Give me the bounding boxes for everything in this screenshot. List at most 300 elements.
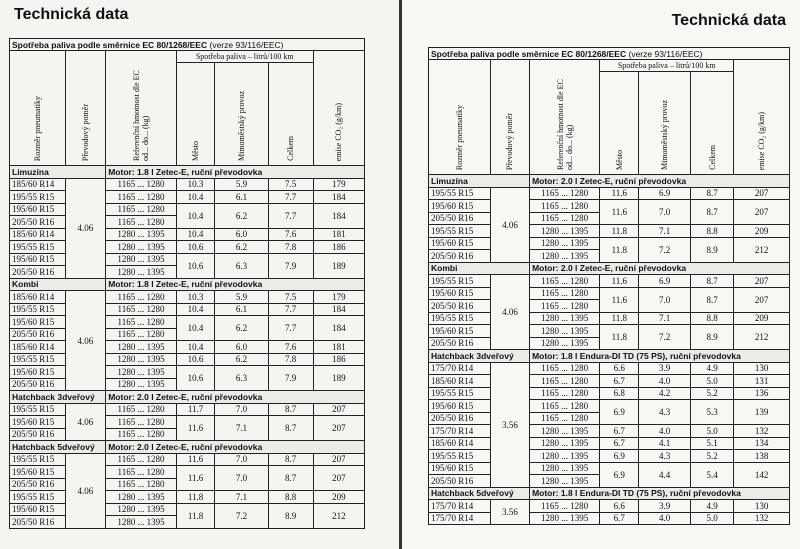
total-value-cell: 5.0 <box>690 375 733 388</box>
city-value-cell: 11.6 <box>600 275 639 288</box>
total-value-cell: 5.3 <box>690 400 733 425</box>
rural-value-cell: 4.1 <box>639 437 691 450</box>
page-title: Technická data <box>671 12 786 29</box>
rural-value-cell: 6.9 <box>639 187 691 200</box>
co2-value-cell: 186 <box>313 241 364 254</box>
section-header-row <box>10 166 365 179</box>
weight-cell: 1280 ... 1395 <box>530 437 600 450</box>
caption-main: Spotřeba paliva podle směrnice EC 80/1268/EEC <box>12 39 208 50</box>
city-value-cell: 10.6 <box>176 253 214 278</box>
extra-urban-header <box>215 63 268 166</box>
total-value-cell: 8.7 <box>690 287 733 312</box>
rural-value-cell: 6.3 <box>215 366 268 391</box>
gear-ratio-cell: 4.06 <box>65 403 106 441</box>
city-value-cell: 6.7 <box>600 437 639 450</box>
city-header <box>600 72 639 175</box>
co2-value-cell: 189 <box>313 366 364 391</box>
combined-header <box>268 63 313 166</box>
table-row <box>10 228 365 241</box>
table-row <box>10 303 365 316</box>
co2-value-cell: 212 <box>734 325 790 350</box>
gear-ratio-cell: 4.06 <box>65 178 106 278</box>
city-value-cell: 11.6 <box>176 453 214 466</box>
co2-value-cell: 207 <box>313 403 364 416</box>
tyre-size-cell: 185/60 R14 <box>10 178 66 191</box>
weight-cell: 1165 ... 1280 <box>106 216 177 229</box>
engine-label: Motor: 1.8 l Zetec-E, ruční převodovka <box>106 166 365 179</box>
weight-cell: 1280 ... 1395 <box>106 366 177 379</box>
total-value-cell: 8.7 <box>268 466 313 491</box>
section-header-row <box>429 175 790 188</box>
city-value-cell: 11.6 <box>600 187 639 200</box>
reference-weight-header-label: Referenční hmotnost dle EC od... do... (kg) <box>555 79 574 170</box>
gear-ratio-cell: 3.56 <box>490 362 529 487</box>
reference-weight-header-label: Referenční hmotnost dle EC od... do... (kg) <box>132 70 150 161</box>
weight-cell: 1165 ... 1280 <box>530 500 600 513</box>
weight-cell: 1280 ... 1395 <box>530 237 600 250</box>
table-row <box>429 400 790 413</box>
table-row <box>10 178 365 191</box>
table-row <box>429 362 790 375</box>
weight-cell: 1165 ... 1280 <box>530 387 600 400</box>
weight-cell: 1165 ... 1280 <box>106 203 177 216</box>
city-value-cell: 10.6 <box>176 353 214 366</box>
table-row <box>10 316 365 329</box>
city-header-label: Město <box>191 141 201 161</box>
table-row <box>429 450 790 463</box>
city-value-cell: 10.3 <box>176 178 214 191</box>
city-header <box>176 63 214 166</box>
table-row <box>10 416 365 429</box>
table-row <box>10 491 365 504</box>
table-caption <box>10 39 365 51</box>
gear-ratio-cell: 3.56 <box>490 500 529 525</box>
gear-ratio-header-label: Převodový poměr <box>80 103 90 161</box>
city-value-cell: 10.4 <box>176 303 214 316</box>
total-value-cell: 8.9 <box>690 325 733 350</box>
city-value-cell: 6.6 <box>600 362 639 375</box>
rural-value-cell: 7.0 <box>215 403 268 416</box>
co2-value-cell: 179 <box>313 178 364 191</box>
rural-value-cell: 6.0 <box>215 228 268 241</box>
weight-cell: 1280 ... 1395 <box>530 250 600 263</box>
city-value-cell: 6.8 <box>600 387 639 400</box>
co2-value-cell: 207 <box>734 287 790 312</box>
weight-cell: 1280 ... 1395 <box>530 512 600 525</box>
weight-cell: 1280 ... 1395 <box>530 337 600 350</box>
page-title: Technická data <box>14 6 129 23</box>
co2-value-cell: 184 <box>313 316 364 341</box>
city-value-cell: 6.7 <box>600 512 639 525</box>
co2-emissions-header <box>313 51 364 166</box>
rural-value-cell: 7.2 <box>639 325 691 350</box>
total-value-cell: 7.8 <box>268 241 313 254</box>
rural-value-cell: 7.0 <box>639 287 691 312</box>
tyre-size-cell: 205/50 R16 <box>10 478 66 491</box>
table-row <box>10 503 365 516</box>
city-value-cell: 10.4 <box>176 203 214 228</box>
tyre-size-cell: 205/50 R16 <box>429 475 491 488</box>
rural-value-cell: 3.9 <box>639 500 691 513</box>
city-value-cell: 6.9 <box>600 400 639 425</box>
table-row <box>10 253 365 266</box>
table-row <box>429 287 790 300</box>
weight-cell: 1165 ... 1280 <box>530 300 600 313</box>
tyre-size-cell: 195/55 R15 <box>10 241 66 254</box>
co2-value-cell: 207 <box>313 416 364 441</box>
co2-value-cell: 142 <box>734 462 790 487</box>
table-row <box>429 425 790 438</box>
tyre-size-cell: 195/55 R15 <box>10 191 66 204</box>
co2-value-cell: 207 <box>734 275 790 288</box>
weight-cell: 1165 ... 1280 <box>106 453 177 466</box>
weight-cell: 1165 ... 1280 <box>106 191 177 204</box>
table-row <box>429 512 790 525</box>
engine-label: Motor: 1.8 l Endura-DI TD (75 PS), ruční převodovka <box>530 350 790 363</box>
total-value-cell: 7.5 <box>268 291 313 304</box>
rural-value-cell: 7.2 <box>215 503 268 528</box>
tyre-size-cell: 195/55 R15 <box>10 353 66 366</box>
tyre-size-cell: 205/50 R16 <box>429 250 491 263</box>
table-row <box>429 325 790 338</box>
weight-cell: 1280 ... 1395 <box>106 241 177 254</box>
extra-urban-header-label: Mimoměstský provoz <box>236 91 246 161</box>
tyre-size-header <box>10 51 66 166</box>
tyre-size-cell: 205/50 R16 <box>429 337 491 350</box>
caption-main: Spotřeba paliva podle směrnice EC 80/1268/EEC <box>431 48 627 59</box>
weight-cell: 1280 ... 1395 <box>106 266 177 279</box>
tyre-size-cell: 195/55 R15 <box>429 187 491 200</box>
city-value-cell: 10.3 <box>176 291 214 304</box>
total-value-cell: 5.4 <box>690 462 733 487</box>
weight-cell: 1165 ... 1280 <box>530 275 600 288</box>
city-value-cell: 6.7 <box>600 375 639 388</box>
weight-cell: 1165 ... 1280 <box>106 316 177 329</box>
city-value-cell: 11.8 <box>176 503 214 528</box>
tyre-size-cell: 195/55 R15 <box>429 225 491 238</box>
city-value-cell: 10.4 <box>176 191 214 204</box>
table-row <box>429 200 790 213</box>
co2-value-cell: 132 <box>734 512 790 525</box>
table-row <box>10 341 365 354</box>
co2-value-cell: 131 <box>734 375 790 388</box>
tyre-size-cell: 195/60 R15 <box>10 203 66 216</box>
tyre-size-cell: 185/60 R14 <box>10 228 66 241</box>
co2-value-cell: 212 <box>734 237 790 262</box>
total-value-cell: 5.0 <box>690 425 733 438</box>
weight-cell: 1165 ... 1280 <box>530 412 600 425</box>
weight-cell: 1280 ... 1395 <box>106 228 177 241</box>
tyre-size-cell: 195/55 R15 <box>429 312 491 325</box>
weight-cell: 1165 ... 1280 <box>530 400 600 413</box>
body-style-label: Hatchback 3dveřový <box>10 391 106 404</box>
weight-cell: 1280 ... 1395 <box>106 378 177 391</box>
body-style-label: Hatchback 5dveřový <box>429 487 530 500</box>
table-caption <box>429 48 790 60</box>
city-value-cell: 10.4 <box>176 316 214 341</box>
co2-value-cell: 212 <box>313 503 364 528</box>
weight-cell: 1280 ... 1395 <box>530 475 600 488</box>
tyre-size-cell: 195/60 R15 <box>10 416 66 429</box>
total-value-cell: 8.7 <box>268 416 313 441</box>
total-value-cell: 7.7 <box>268 191 313 204</box>
total-value-cell: 7.5 <box>268 178 313 191</box>
city-value-cell: 11.8 <box>600 237 639 262</box>
table-row <box>429 437 790 450</box>
tyre-size-cell: 195/55 R15 <box>429 387 491 400</box>
tyre-size-cell: 205/50 R16 <box>10 516 66 529</box>
tyre-size-cell: 185/60 R14 <box>10 341 66 354</box>
co2-value-cell: 207 <box>313 453 364 466</box>
table-row <box>10 453 365 466</box>
weight-cell: 1280 ... 1395 <box>106 341 177 354</box>
rural-value-cell: 4.4 <box>639 462 691 487</box>
header-row <box>429 60 790 72</box>
tyre-size-cell: 195/55 R15 <box>429 450 491 463</box>
weight-cell: 1280 ... 1395 <box>106 353 177 366</box>
rural-value-cell: 4.0 <box>639 425 691 438</box>
city-value-cell: 11.8 <box>600 325 639 350</box>
rural-value-cell: 6.1 <box>215 191 268 204</box>
table-row <box>429 237 790 250</box>
table-row <box>10 203 365 216</box>
total-value-cell: 7.7 <box>268 203 313 228</box>
rural-value-cell: 6.3 <box>215 253 268 278</box>
total-value-cell: 8.8 <box>268 491 313 504</box>
weight-cell: 1280 ... 1395 <box>106 516 177 529</box>
weight-cell: 1165 ... 1280 <box>106 328 177 341</box>
rural-value-cell: 7.2 <box>639 237 691 262</box>
co2-value-cell: 130 <box>734 500 790 513</box>
city-value-cell: 11.7 <box>176 403 214 416</box>
rural-value-cell: 7.1 <box>215 491 268 504</box>
co2-value-cell: 184 <box>313 191 364 204</box>
weight-cell: 1165 ... 1280 <box>106 178 177 191</box>
tyre-size-cell: 195/60 R15 <box>10 503 66 516</box>
rural-value-cell: 4.0 <box>639 375 691 388</box>
tyre-size-cell: 205/50 R16 <box>10 266 66 279</box>
city-value-cell: 6.7 <box>600 425 639 438</box>
city-value-cell: 10.6 <box>176 241 214 254</box>
gear-ratio-header <box>490 60 529 175</box>
gear-ratio-cell: 4.06 <box>65 291 106 391</box>
tyre-size-cell: 195/55 R15 <box>10 453 66 466</box>
weight-cell: 1280 ... 1395 <box>530 425 600 438</box>
rural-value-cell: 6.1 <box>215 303 268 316</box>
rural-value-cell: 7.1 <box>215 416 268 441</box>
rural-value-cell: 7.0 <box>215 466 268 491</box>
total-value-cell: 8.8 <box>690 312 733 325</box>
rural-value-cell: 4.0 <box>639 512 691 525</box>
co2-value-cell: 209 <box>734 312 790 325</box>
tyre-size-cell: 195/55 R15 <box>429 275 491 288</box>
rural-value-cell: 6.2 <box>215 353 268 366</box>
rural-value-cell: 7.0 <box>215 453 268 466</box>
co2-value-cell: 184 <box>313 303 364 316</box>
total-value-cell: 8.7 <box>690 200 733 225</box>
city-value-cell: 6.6 <box>600 500 639 513</box>
reference-weight-header <box>106 51 177 166</box>
rural-value-cell: 6.2 <box>215 203 268 228</box>
co2-value-cell: 179 <box>313 291 364 304</box>
city-value-cell: 11.8 <box>600 225 639 238</box>
rural-value-cell: 6.2 <box>215 316 268 341</box>
engine-label: Motor: 2.0 l Zetec-E, ruční převodovka <box>106 391 365 404</box>
total-value-cell: 8.9 <box>690 237 733 262</box>
co2-value-cell: 209 <box>734 225 790 238</box>
extra-urban-header <box>639 72 691 175</box>
total-value-cell: 5.0 <box>690 512 733 525</box>
section-header-row <box>10 441 365 454</box>
total-value-cell: 4.9 <box>690 500 733 513</box>
table-row <box>429 500 790 513</box>
gear-ratio-header-label: Převodový poměr <box>505 112 515 170</box>
rural-value-cell: 7.1 <box>639 312 691 325</box>
reference-weight-header <box>530 60 600 175</box>
gear-ratio-cell: 4.06 <box>490 275 529 350</box>
body-style-label: Hatchback 5dveřový <box>10 441 106 454</box>
fuel-consumption-table <box>428 47 790 525</box>
tyre-size-cell: 205/50 R16 <box>429 412 491 425</box>
tyre-size-cell: 185/60 R14 <box>429 375 491 388</box>
table-row <box>10 366 365 379</box>
total-value-cell: 7.7 <box>268 303 313 316</box>
total-value-cell: 5.2 <box>690 450 733 463</box>
total-value-cell: 4.9 <box>690 362 733 375</box>
total-value-cell: 8.7 <box>268 403 313 416</box>
weight-cell: 1165 ... 1280 <box>106 416 177 429</box>
total-value-cell: 7.9 <box>268 366 313 391</box>
tyre-size-cell: 205/50 R16 <box>429 300 491 313</box>
weight-cell: 1165 ... 1280 <box>106 428 177 441</box>
tyre-size-cell: 195/55 R15 <box>10 491 66 504</box>
co2-value-cell: 136 <box>734 387 790 400</box>
table-row <box>429 387 790 400</box>
tyre-size-cell: 195/60 R15 <box>429 400 491 413</box>
body-style-label: Limuzína <box>10 166 106 179</box>
gear-ratio-cell: 4.06 <box>490 187 529 262</box>
tyre-size-cell: 195/60 R15 <box>10 466 66 479</box>
total-value-cell: 5.1 <box>690 437 733 450</box>
combined-header <box>690 72 733 175</box>
tyre-size-cell: 175/70 R14 <box>429 512 491 525</box>
co2-value-cell: 181 <box>313 341 364 354</box>
tyre-size-cell: 195/60 R15 <box>429 325 491 338</box>
co2-value-cell: 132 <box>734 425 790 438</box>
weight-cell: 1280 ... 1395 <box>530 450 600 463</box>
caption-version: (verze 93/116/EEC) <box>626 48 703 59</box>
tyre-size-cell: 185/60 R14 <box>429 437 491 450</box>
body-style-label: Hatchback 3dveřový <box>429 350 530 363</box>
section-header-row <box>429 350 790 363</box>
table-row <box>429 375 790 388</box>
section-header-row <box>429 262 790 275</box>
combined-header-label: Celkem <box>286 136 296 161</box>
co2-emissions-header <box>734 60 790 175</box>
table-row <box>10 466 365 479</box>
total-value-cell: 5.2 <box>690 387 733 400</box>
weight-cell: 1165 ... 1280 <box>106 303 177 316</box>
city-value-cell: 10.4 <box>176 341 214 354</box>
total-value-cell: 7.6 <box>268 228 313 241</box>
tyre-size-cell: 195/60 R15 <box>429 287 491 300</box>
weight-cell: 1280 ... 1395 <box>530 312 600 325</box>
rural-value-cell: 6.2 <box>215 241 268 254</box>
rural-value-cell: 3.9 <box>639 362 691 375</box>
tyre-size-cell: 195/60 R15 <box>10 316 66 329</box>
co2-value-cell: 134 <box>734 437 790 450</box>
body-style-label: Limuzína <box>429 175 530 188</box>
rural-value-cell: 7.1 <box>639 225 691 238</box>
left-page <box>0 0 399 549</box>
weight-cell: 1165 ... 1280 <box>530 212 600 225</box>
table-row <box>429 187 790 200</box>
rural-value-cell: 4.3 <box>639 450 691 463</box>
total-value-cell: 7.8 <box>268 353 313 366</box>
tyre-size-cell: 195/55 R15 <box>10 303 66 316</box>
weight-cell: 1165 ... 1280 <box>530 200 600 213</box>
city-value-cell: 11.6 <box>176 466 214 491</box>
tyre-size-cell: 195/60 R15 <box>10 366 66 379</box>
tyre-size-cell: 205/50 R16 <box>10 378 66 391</box>
consumption-header: Spotřeba paliva – litrů/100 km <box>600 60 734 72</box>
section-header-row <box>10 391 365 404</box>
tyre-size-cell: 205/50 R16 <box>10 328 66 341</box>
gear-ratio-header <box>65 51 106 166</box>
weight-cell: 1280 ... 1395 <box>530 462 600 475</box>
city-value-cell: 6.9 <box>600 450 639 463</box>
weight-cell: 1280 ... 1395 <box>106 491 177 504</box>
fuel-consumption-table <box>9 38 365 529</box>
caption-row <box>10 39 365 51</box>
tyre-size-cell: 205/50 R16 <box>10 216 66 229</box>
table-row <box>10 403 365 416</box>
weight-cell: 1165 ... 1280 <box>106 291 177 304</box>
tyre-size-cell: 195/60 R15 <box>429 237 491 250</box>
weight-cell: 1280 ... 1395 <box>530 225 600 238</box>
tyre-size-cell: 195/60 R15 <box>10 253 66 266</box>
engine-label: Motor: 2.0 l Zetec-E, ruční převodovka <box>530 262 790 275</box>
caption-row <box>429 48 790 60</box>
engine-label: Motor: 2.0 l Zetec-E, ruční převodovka <box>530 175 790 188</box>
section-header-row <box>429 487 790 500</box>
weight-cell: 1165 ... 1280 <box>106 403 177 416</box>
city-value-cell: 11.8 <box>600 312 639 325</box>
co2-value-cell: 130 <box>734 362 790 375</box>
city-value-cell: 11.8 <box>176 491 214 504</box>
rural-value-cell: 4.3 <box>639 400 691 425</box>
table-row <box>429 312 790 325</box>
tyre-size-cell: 195/60 R15 <box>429 200 491 213</box>
engine-label: Motor: 1.8 l Zetec-E, ruční převodovka <box>106 278 365 291</box>
total-value-cell: 8.7 <box>690 187 733 200</box>
weight-cell: 1165 ... 1280 <box>530 287 600 300</box>
section-header-row <box>10 278 365 291</box>
city-value-cell: 11.6 <box>600 200 639 225</box>
tyre-size-header-label: Rozměr pneumatiky <box>454 104 464 170</box>
total-value-cell: 7.6 <box>268 341 313 354</box>
tyre-size-header-label: Rozměr pneumatiky <box>32 95 42 161</box>
city-value-cell: 10.4 <box>176 228 214 241</box>
combined-header-label: Celkem <box>707 145 717 170</box>
co2-value-cell: 186 <box>313 353 364 366</box>
rural-value-cell: 4.2 <box>639 387 691 400</box>
total-value-cell: 8.7 <box>268 453 313 466</box>
gear-ratio-cell: 4.06 <box>65 453 106 528</box>
table-row <box>10 353 365 366</box>
tyre-size-cell: 185/60 R14 <box>10 291 66 304</box>
total-value-cell: 8.7 <box>690 275 733 288</box>
